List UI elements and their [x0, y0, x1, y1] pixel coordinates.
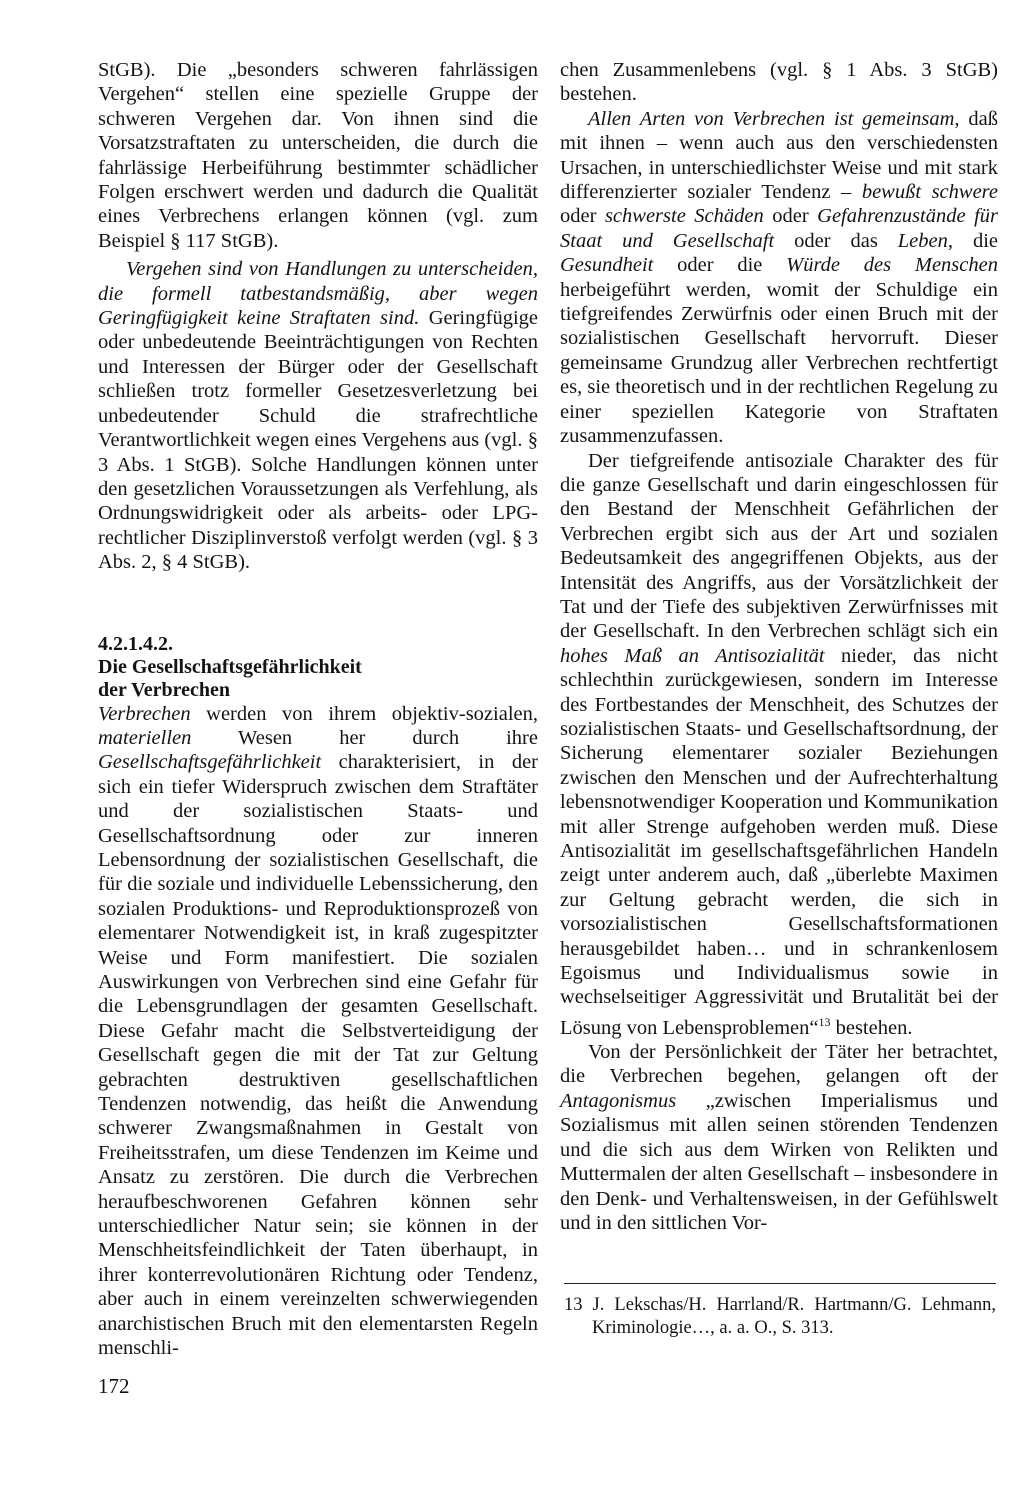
section-heading — [98, 633, 538, 702]
paragraph — [560, 107, 998, 449]
italic-emphasis: Antagonismus — [560, 1089, 677, 1112]
italic-emphasis: Würde des Menschen — [786, 254, 998, 277]
paragraph — [560, 1040, 998, 1235]
paragraph-text: oder das — [774, 229, 898, 252]
paragraph — [98, 702, 538, 1361]
paragraph — [560, 449, 998, 1041]
paragraph-text: Wesen her durch ihre — [191, 726, 538, 749]
italic-emphasis: Gesundheit — [560, 254, 654, 277]
italic-emphasis: Gefahrenzustände für Staat und Gesellschaft — [560, 205, 998, 252]
paragraph-text: , daß mit ihnen – wenn auch aus den verschiedensten Ursachen, in unterschiedlichster Weise und mit stark differenzierter sozialer Tendenz – — [560, 107, 998, 204]
italic-emphasis: schwerste Schäden — [604, 205, 764, 228]
section-title: der Verbrechen — [98, 678, 231, 701]
paragraph-text: charakterisiert, in der sich ein tiefer Widerspruch zwischen dem Straftäter und der sozialistischen Staats- und Gesellschaftsordnung oder zur inneren Lebensordnung der sozialistischen Gesellschaft, die für die soziale und individuelle Lebenssicherung, den sozialen Produktions- und Reproduktionsprozeß von elementarer Notwendigkeit ist, in kraß zugespitzter Weise und Form manifestiert. Die sozialen Auswirkungen von Verbrechen sind eine Gefahr für die Lebensgrundlagen der gesamten Gesellschaft. Diese Gefahr macht die Selbstverteidigung der Gesellschaft gegen die mit der Tat zur Geltung gebrachten destruktiven gesellschaftlichen Tendenzen notwendig, das heißt die Anwendung schwerer Zwangsmaßnahmen in Gestalt von Freiheitsstrafen, um diese Tendenzen im Keime und Ansatz zu zerstören. Die durch die Verbrechen heraufbeschworenen Gefahren können sehr unterschiedlicher Natur sein; sie können in der Menschheitsfeindlichkeit der Taten überhaupt, in ihrer konterrevolutionären Richtung oder Tendenz, aber auch in einem vereinzelten schwerwiegenden anarchistischen Bruch mit den elementarsten Regeln menschli- — [98, 751, 538, 1360]
italic-emphasis: Verbrechen — [98, 702, 191, 725]
paragraph: StGB). Die „besonders schweren fahrlässigen Vergehen“ stellen eine spezielle Gruppe der schweren Vergehen dar. Von ihnen sind die Vorsatzstraftaten zu unterscheiden, die durch die fahrlässige Herbeiführung bestimmter schädlicher Folgen erschwert werden und dadurch die Qualität eines Verbrechens erlangen können (vgl. zum Beispiel § 117 StGB). — [98, 59, 538, 252]
italic-emphasis: Leben — [897, 229, 948, 252]
italic-emphasis: bewußt schwere — [861, 181, 998, 204]
paragraph-text: herbeigeführt werden, womit der Schuldige ein tiefgreifendes Zerwürfnis oder einen Bruch mit der sozialistischen Gesellschaft hervorruft. Dieser gemeinsame Grundzug aller Verbrechen rechtfertigt es, sie theoretisch und in der rechtlichen Regelung zu einer speziellen Kategorie von Straftaten zusammenzufassen. — [560, 278, 998, 448]
paragraph: chen Zusammenlebens (vgl. § 1 Abs. 3 StGB) bestehen. — [560, 59, 998, 106]
paragraph-text: oder — [560, 205, 605, 228]
paragraph-text: oder — [763, 205, 818, 228]
section-number: 4.2.1.4.2. — [98, 632, 173, 655]
italic-emphasis: materiellen — [98, 726, 192, 749]
paragraph-text: Von der Persönlichkeit der Täter her betrachtet, die Verbrechen begehen, gelangen oft der — [560, 1041, 998, 1088]
paragraph-text: „zwischen Imperialismus und Sozialismus mit allen seinen störenden Tendenzen und die sich aus dem Wirken von Relikten und Muttermalen der alten Gesellschaft – insbesondere in den Denk- und Verhaltensweisen, in der Gefühlswelt und in den sittlichen Vor- — [560, 1089, 998, 1234]
section-title: Die Gesellschaftsgefährlichkeit — [98, 655, 362, 678]
italic-emphasis: hohes Maß an Antisozialität — [560, 644, 825, 667]
paragraph-text: nieder, das nicht schlechthin zurückgewiesen, sondern im Interesse des Fortbestandes der Menschheit, des Schutzes der sozialistischen Staats- und Gesellschaftsordnung, der Sicherung elementarer sozialer Beziehungen zwischen den Menschen und der Aufrechterhaltung lebensnotwendiger Kooperation und Kommunikation mit aller Strenge aufgehoben werden muß. Diese Antisozialität im gesellschaftsgefährlichen Handeln zeigt unter anderem auch, daß „überlebte Maximen zur Geltung gebracht werden, die sich in vorsozialistischen Gesellschaftsformationen herausgebildet haben… und in schrankenlosem Egoismus und Individualismus sowie in wechselseitiger Aggressivität und Brutalität bei der Lösung von Lebensproblemen“ — [560, 644, 998, 1039]
paragraph-text: Der tiefgreifende antisoziale Charakter des für die ganze Gesellschaft und darin eingeschlossen für den Bestand der Menschheit Gefährlichen der Verbrechen ergibt sich aus der Art und sozialen Bedeutsamkeit des angegriffenen Objekts, aus der Intensität des Angriffs, aus der Vorsätzlichkeit der Tat und der Tiefe des subjektiven Zerwürfnisses mit der Gesellschaft. In den Verbrechen schlägt sich ein — [560, 449, 998, 643]
right-column — [560, 58, 998, 1235]
footnote-reference: 13 — [818, 1014, 831, 1029]
paragraph-text: , die — [947, 229, 998, 252]
footnote-rule — [564, 1283, 996, 1284]
italic-emphasis: Allen Arten von Verbrechen ist gemeinsam — [588, 107, 955, 130]
paragraph-text: Geringfügige oder unbedeutende Beeinträchtigungen von Rechten und Interessen der Bürger oder der Gesellschaft schließen trotz formeller Gesetzesverletzung bei unbedeutender Schuld die strafrechtliche Verantwortlichkeit wegen eines Vergehens aus (vgl. § 3 Abs. 1 StGB). Solche Handlungen können unter den gesetzlichen Voraussetzungen als Verfehlung, als Ordnungswidrigkeit oder als arbeits- oder LPG-rechtlicher Disziplinverstoß verfolgt werden (vgl. § 3 Abs. 2, § 4 StGB). — [98, 307, 538, 574]
left-column — [98, 58, 538, 1361]
paragraph — [98, 257, 538, 574]
paragraph-text: oder die — [653, 254, 787, 277]
footnote — [564, 1294, 996, 1340]
page-number: 172 — [98, 1374, 130, 1398]
paragraph-text: werden von ihrem objektiv-sozialen, — [190, 702, 538, 725]
italic-emphasis: Vergehen sind von Handlungen zu unterscheiden, die formell tatbestandsmäßig, aber wegen Geringfügigkeit keine Straftaten sind. — [98, 258, 538, 330]
italic-emphasis: Gesellschaftsgefährlichkeit — [98, 751, 322, 774]
footnote-text: 13 J. Lekschas/H. Harrland/R. Hartmann/G. Lehmann, Kriminologie…, a. a. O., S. 313. — [564, 1295, 996, 1338]
paragraph-text: bestehen. — [830, 1016, 913, 1039]
